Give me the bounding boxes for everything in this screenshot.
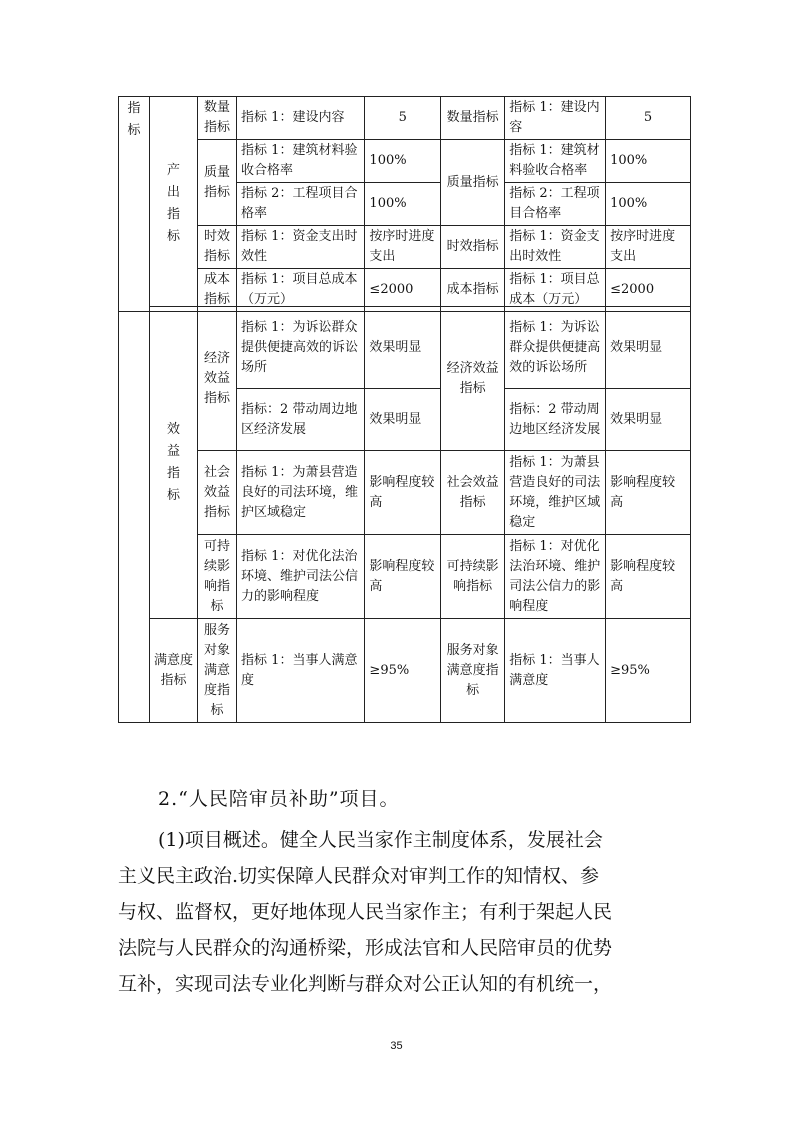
satisfaction-label-right: 服务对象满意度指标 [441, 619, 505, 723]
paragraph-line: (1)项目概述。健全人民当家作主制度体系，发展社会 [158, 829, 603, 851]
indicator-column-label: 指标 [119, 97, 150, 312]
quality-value-right: 100% [606, 140, 691, 183]
economic-indicator-right: 指标 1：为诉讼群众提供便捷高效的诉讼场所 [505, 307, 606, 389]
economic-value-right: 效果明显 [606, 389, 691, 451]
quantity-indicator-right: 指标 1：建设内容 [505, 97, 606, 140]
paragraph-line: 法院与人民群众的沟通桥梁，形成法官和人民陪审员的优势 [118, 937, 613, 959]
social-indicator-right: 指标 1：为萧县营造良好的司法环境，维护区域稳定 [505, 451, 606, 535]
performance-indicator-table [118, 96, 691, 312]
quality-label-left: 质量指标 [198, 140, 237, 226]
economic-indicator-left: 指标：2 带动周边地区经济发展 [237, 389, 365, 451]
satisfaction-label-left: 服务对象满意度指标 [198, 619, 237, 723]
cost-value-right: ≤2000 [606, 269, 691, 312]
economic-value-right: 效果明显 [606, 307, 691, 389]
cost-label-left: 成本指标 [198, 269, 237, 312]
time-value-right: 按序时进度支出 [606, 226, 691, 269]
quality-value-left: 100% [365, 140, 441, 183]
quality-indicator-right: 指标 2：工程项目合格率 [505, 183, 606, 226]
quality-indicator-right: 指标 1：建筑材料验收合格率 [505, 140, 606, 183]
quality-label-right: 质量指标 [441, 140, 505, 226]
output-indicator-label: 产出指标 [149, 97, 197, 312]
social-label-right: 社会效益指标 [441, 451, 505, 535]
time-label-left: 时效指标 [198, 226, 237, 269]
benefit-indicator-label: 效益指标 [149, 307, 197, 619]
satisfaction-category-label: 满意度指标 [149, 619, 197, 723]
section-heading: 2.“人民陪审员补助”项目。 [158, 788, 400, 810]
quality-indicator-left: 指标 2：工程项目合格率 [237, 183, 365, 226]
cost-label-right: 成本指标 [441, 269, 505, 312]
satisfaction-value-right: ≥95% [606, 619, 691, 723]
time-label-right: 时效指标 [441, 226, 505, 269]
paragraph-line: 与权、监督权，更好地体现人民当家作主；有利于架起人民 [118, 901, 613, 923]
sustain-indicator-left: 指标 1：对优化法治环境、维护司法公信力的影响程度 [237, 535, 365, 619]
economic-indicator-left: 指标 1：为诉讼群众提供便捷高效的诉讼场所 [237, 307, 365, 389]
economic-indicator-right: 指标：2 带动周边地区经济发展 [505, 389, 606, 451]
page-number: 35 [390, 1040, 403, 1052]
sustain-indicator-right: 指标 1：对优化法治环境、维护司法公信力的影响程度 [505, 535, 606, 619]
sustain-value-right: 影响程度较高 [606, 535, 691, 619]
sustain-value-left: 影响程度较高 [365, 535, 441, 619]
social-value-right: 影响程度较高 [606, 451, 691, 535]
time-indicator-right: 指标 1：资金支出时效性 [505, 226, 606, 269]
time-value-left: 按序时进度支出 [365, 226, 441, 269]
social-indicator-left: 指标 1：为萧县营造良好的司法环境，维护区域稳定 [237, 451, 365, 535]
quantity-label-left: 数量指标 [198, 97, 237, 140]
social-value-left: 影响程度较高 [365, 451, 441, 535]
quality-indicator-left: 指标 1：建筑材料验收合格率 [237, 140, 365, 183]
sustain-label-right: 可持续影响指标 [441, 535, 505, 619]
quantity-value-left: 5 [365, 97, 441, 140]
quality-value-right: 100% [606, 183, 691, 226]
quantity-value-right: 5 [606, 97, 691, 140]
economic-label-left: 经济效益指标 [198, 307, 237, 451]
sustain-label-left: 可持续影响指标 [198, 535, 237, 619]
social-label-left: 社会效益指标 [198, 451, 237, 535]
economic-value-left: 效果明显 [365, 307, 441, 389]
quality-value-left: 100% [365, 183, 441, 226]
cost-indicator-right: 指标 1：项目总成本（万元） [505, 269, 606, 312]
benefit-indicator-table [118, 306, 691, 723]
quantity-label-right: 数量指标 [441, 97, 505, 140]
economic-label-right: 经济效益指标 [441, 307, 505, 451]
satisfaction-indicator-left: 指标 1：当事人满意度 [237, 619, 365, 723]
paragraph-line: 主义民主政治.切实保障人民群众对审判工作的知情权、参 [118, 865, 600, 887]
satisfaction-indicator-right: 指标 1：当事人满意度 [505, 619, 606, 723]
cost-indicator-left: 指标 1：项目总成本（万元） [237, 269, 365, 312]
cost-value-left: ≤2000 [365, 269, 441, 312]
quantity-indicator-left: 指标 1：建设内容 [237, 97, 365, 140]
time-indicator-left: 指标 1：资金支出时效性 [237, 226, 365, 269]
project-overview-paragraph [118, 822, 698, 1002]
satisfaction-value-left: ≥95% [365, 619, 441, 723]
economic-value-left: 效果明显 [365, 389, 441, 451]
paragraph-line: 互补，实现司法专业化判断与群众对公正认知的有机统一， [118, 973, 613, 995]
